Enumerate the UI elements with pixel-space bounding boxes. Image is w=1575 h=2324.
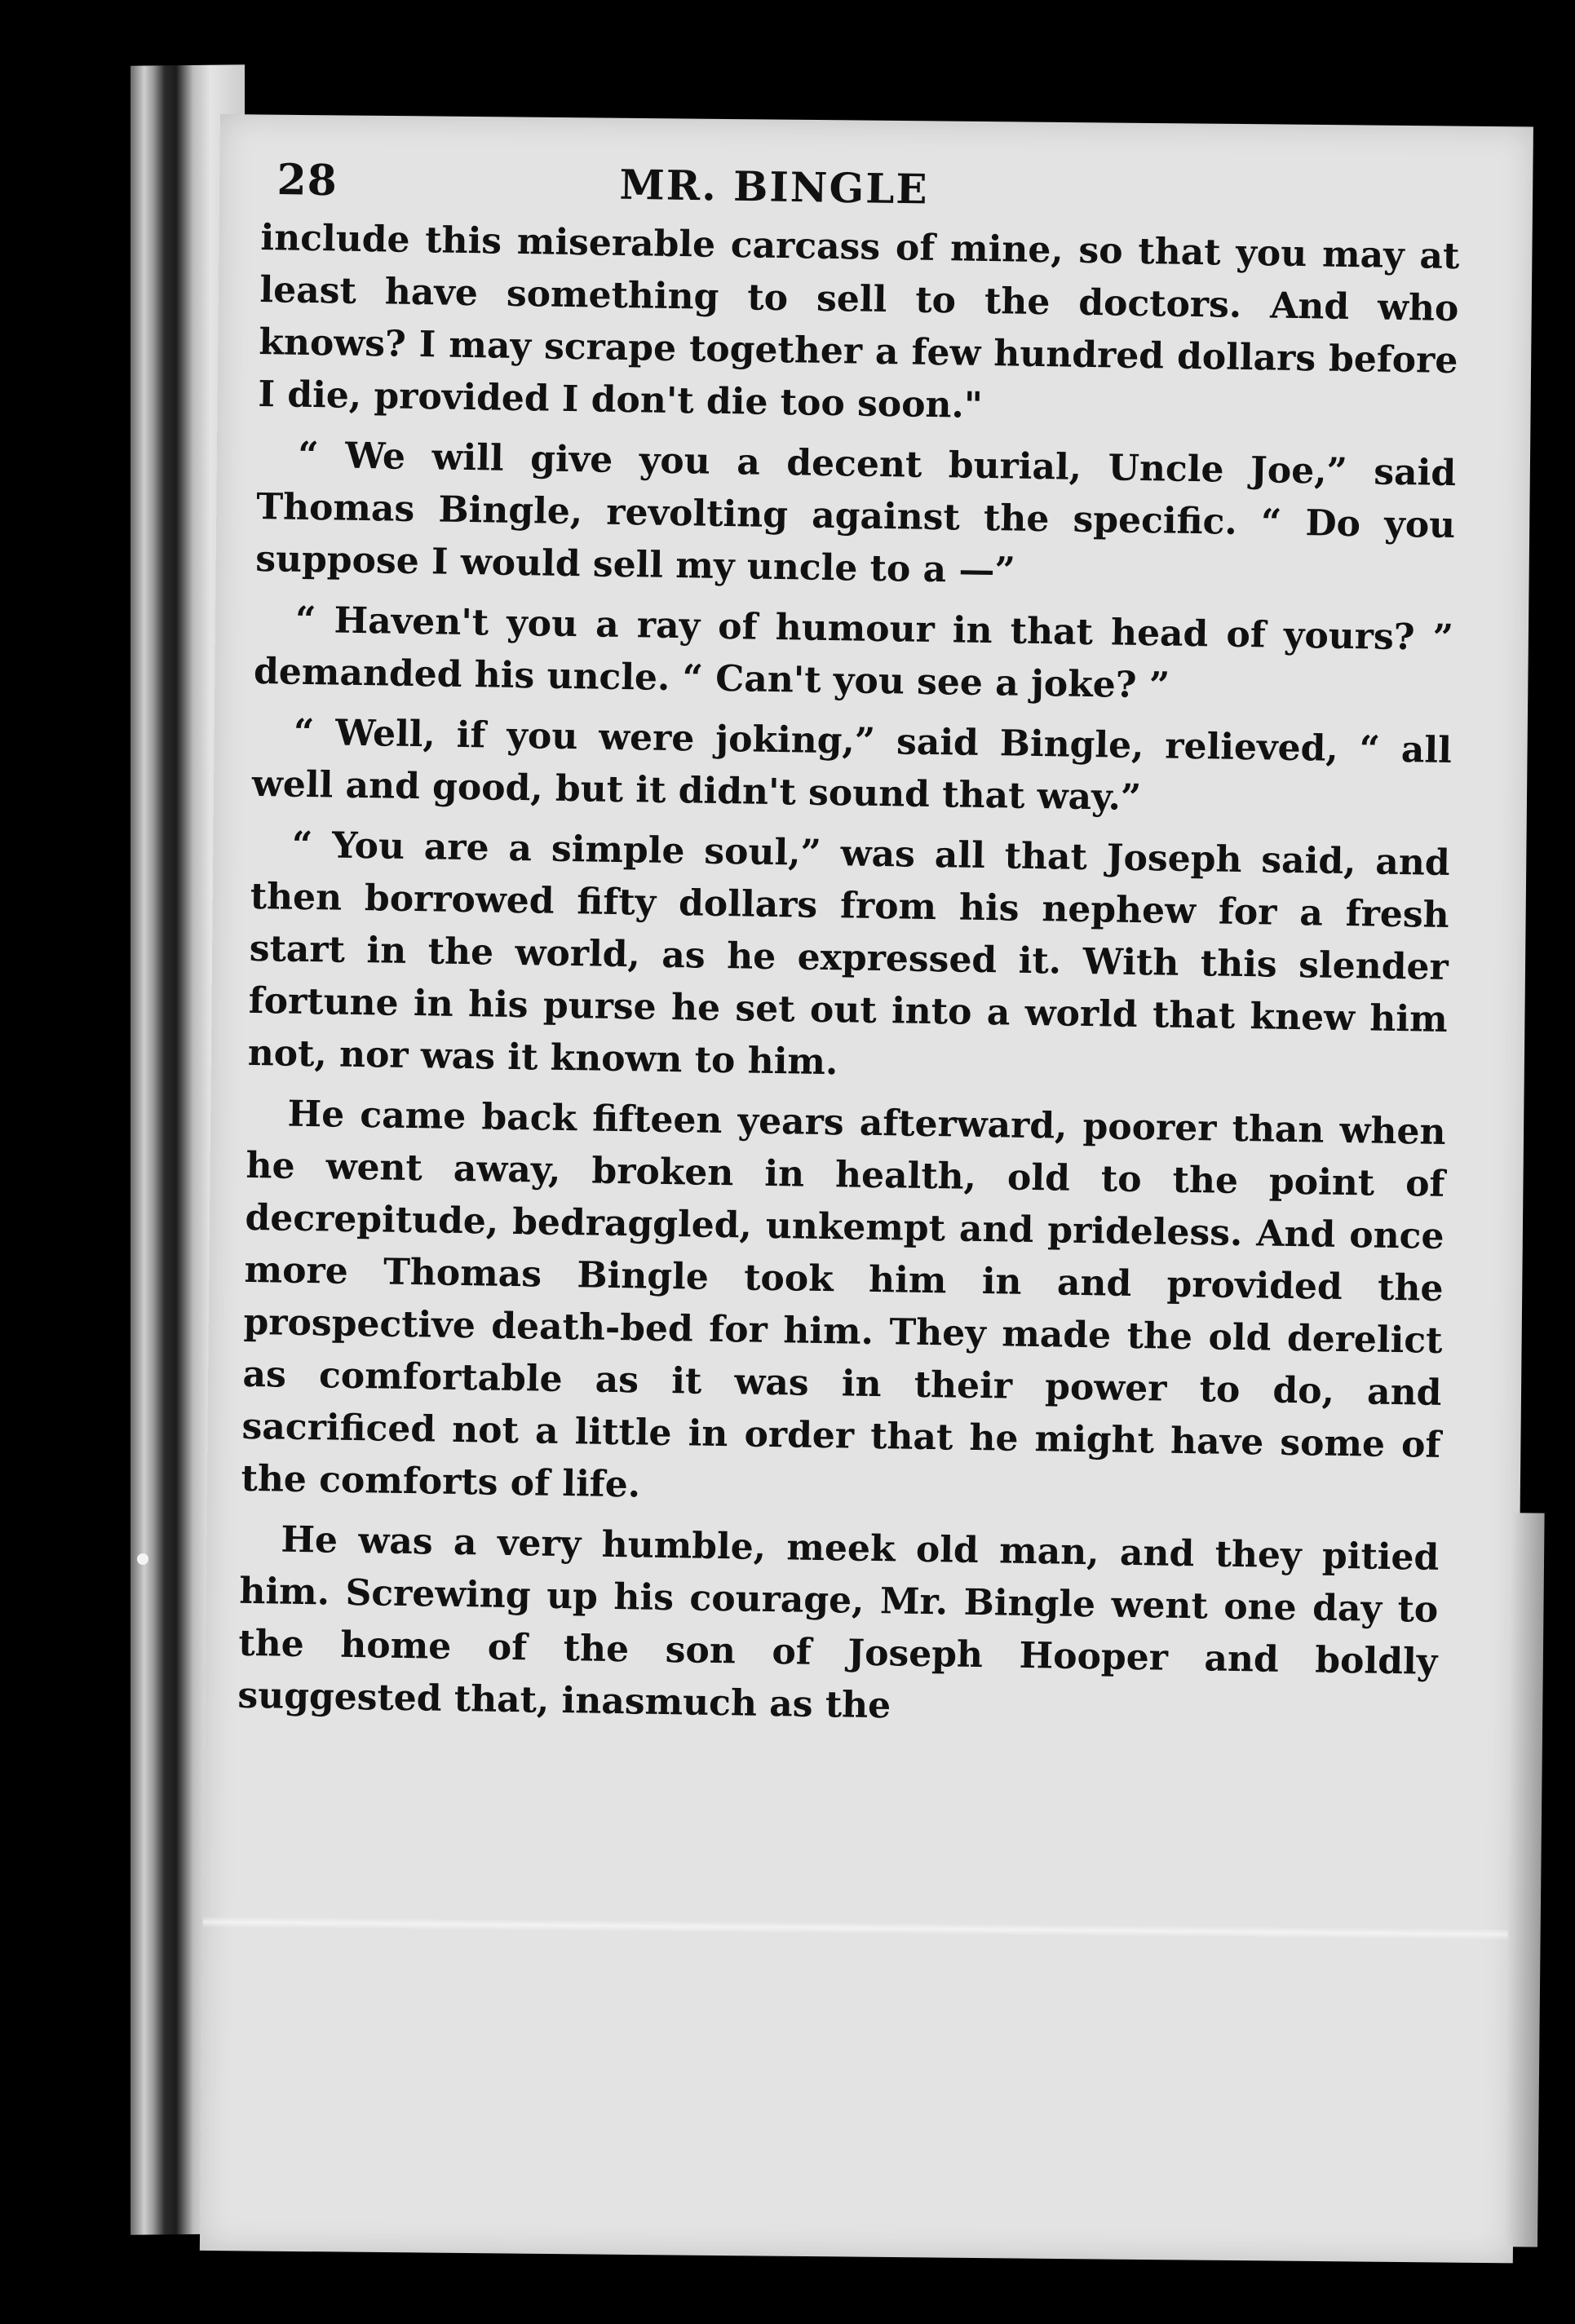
paragraph: “ You are a simple soul,” was all that Joseph said, and then borrowed fifty dollars from his nephew for a fresh start in the world, as he expressed it. With this slender fortune in his purse he set out into a world that knew him not, nor was it known to him. — [247, 824, 1451, 1084]
paragraph: He was a very humble, meek old man, and they pitied him. Screwing up his courage, Mr. Bingle went one day to the home of the son of Joseph Hooper and boldly suggested that, inasmuch as the — [237, 1518, 1440, 1727]
paragraph: He came back fifteen years afterward, poorer than when he went away, broken in health, old to the point of decrepitude, bedraggled, unkempt and prideless. And once more Thomas Bingle took him in and provided the prospective death-bed for him. They made the old derelict as comfortable as it was in their power to do, and sacrificed not a little in order that he might have some of the comforts of life. — [241, 1093, 1446, 1506]
scan-speck — [137, 1553, 148, 1565]
paragraph: “ Well, if you were joking,” said Bingle, relieved, “ all well and good, but it didn't sound that way.” — [251, 711, 1453, 820]
running-title: MR. BINGLE — [619, 160, 929, 214]
scan-artifact-band — [203, 1916, 1516, 1940]
paragraph: include this miserable carcass of mine, so that you may at least have something to sell to the doctors. And who knows? I may scrape together a few hundred dollars before I die, provided I don't die too soon." — [258, 216, 1460, 426]
body-text — [237, 212, 1460, 1749]
paragraph: “ Haven't you a ray of humour in that head of yours? ” demanded his uncle. “ Can't you see a joke? ” — [253, 599, 1454, 707]
paragraph: “ We will give you a decent burial, Uncle Joe,” said Thomas Bingle, revolting against the specific. “ Do you suppose I would sell my uncle to a —” — [254, 434, 1457, 592]
page-number: 28 — [277, 155, 338, 206]
